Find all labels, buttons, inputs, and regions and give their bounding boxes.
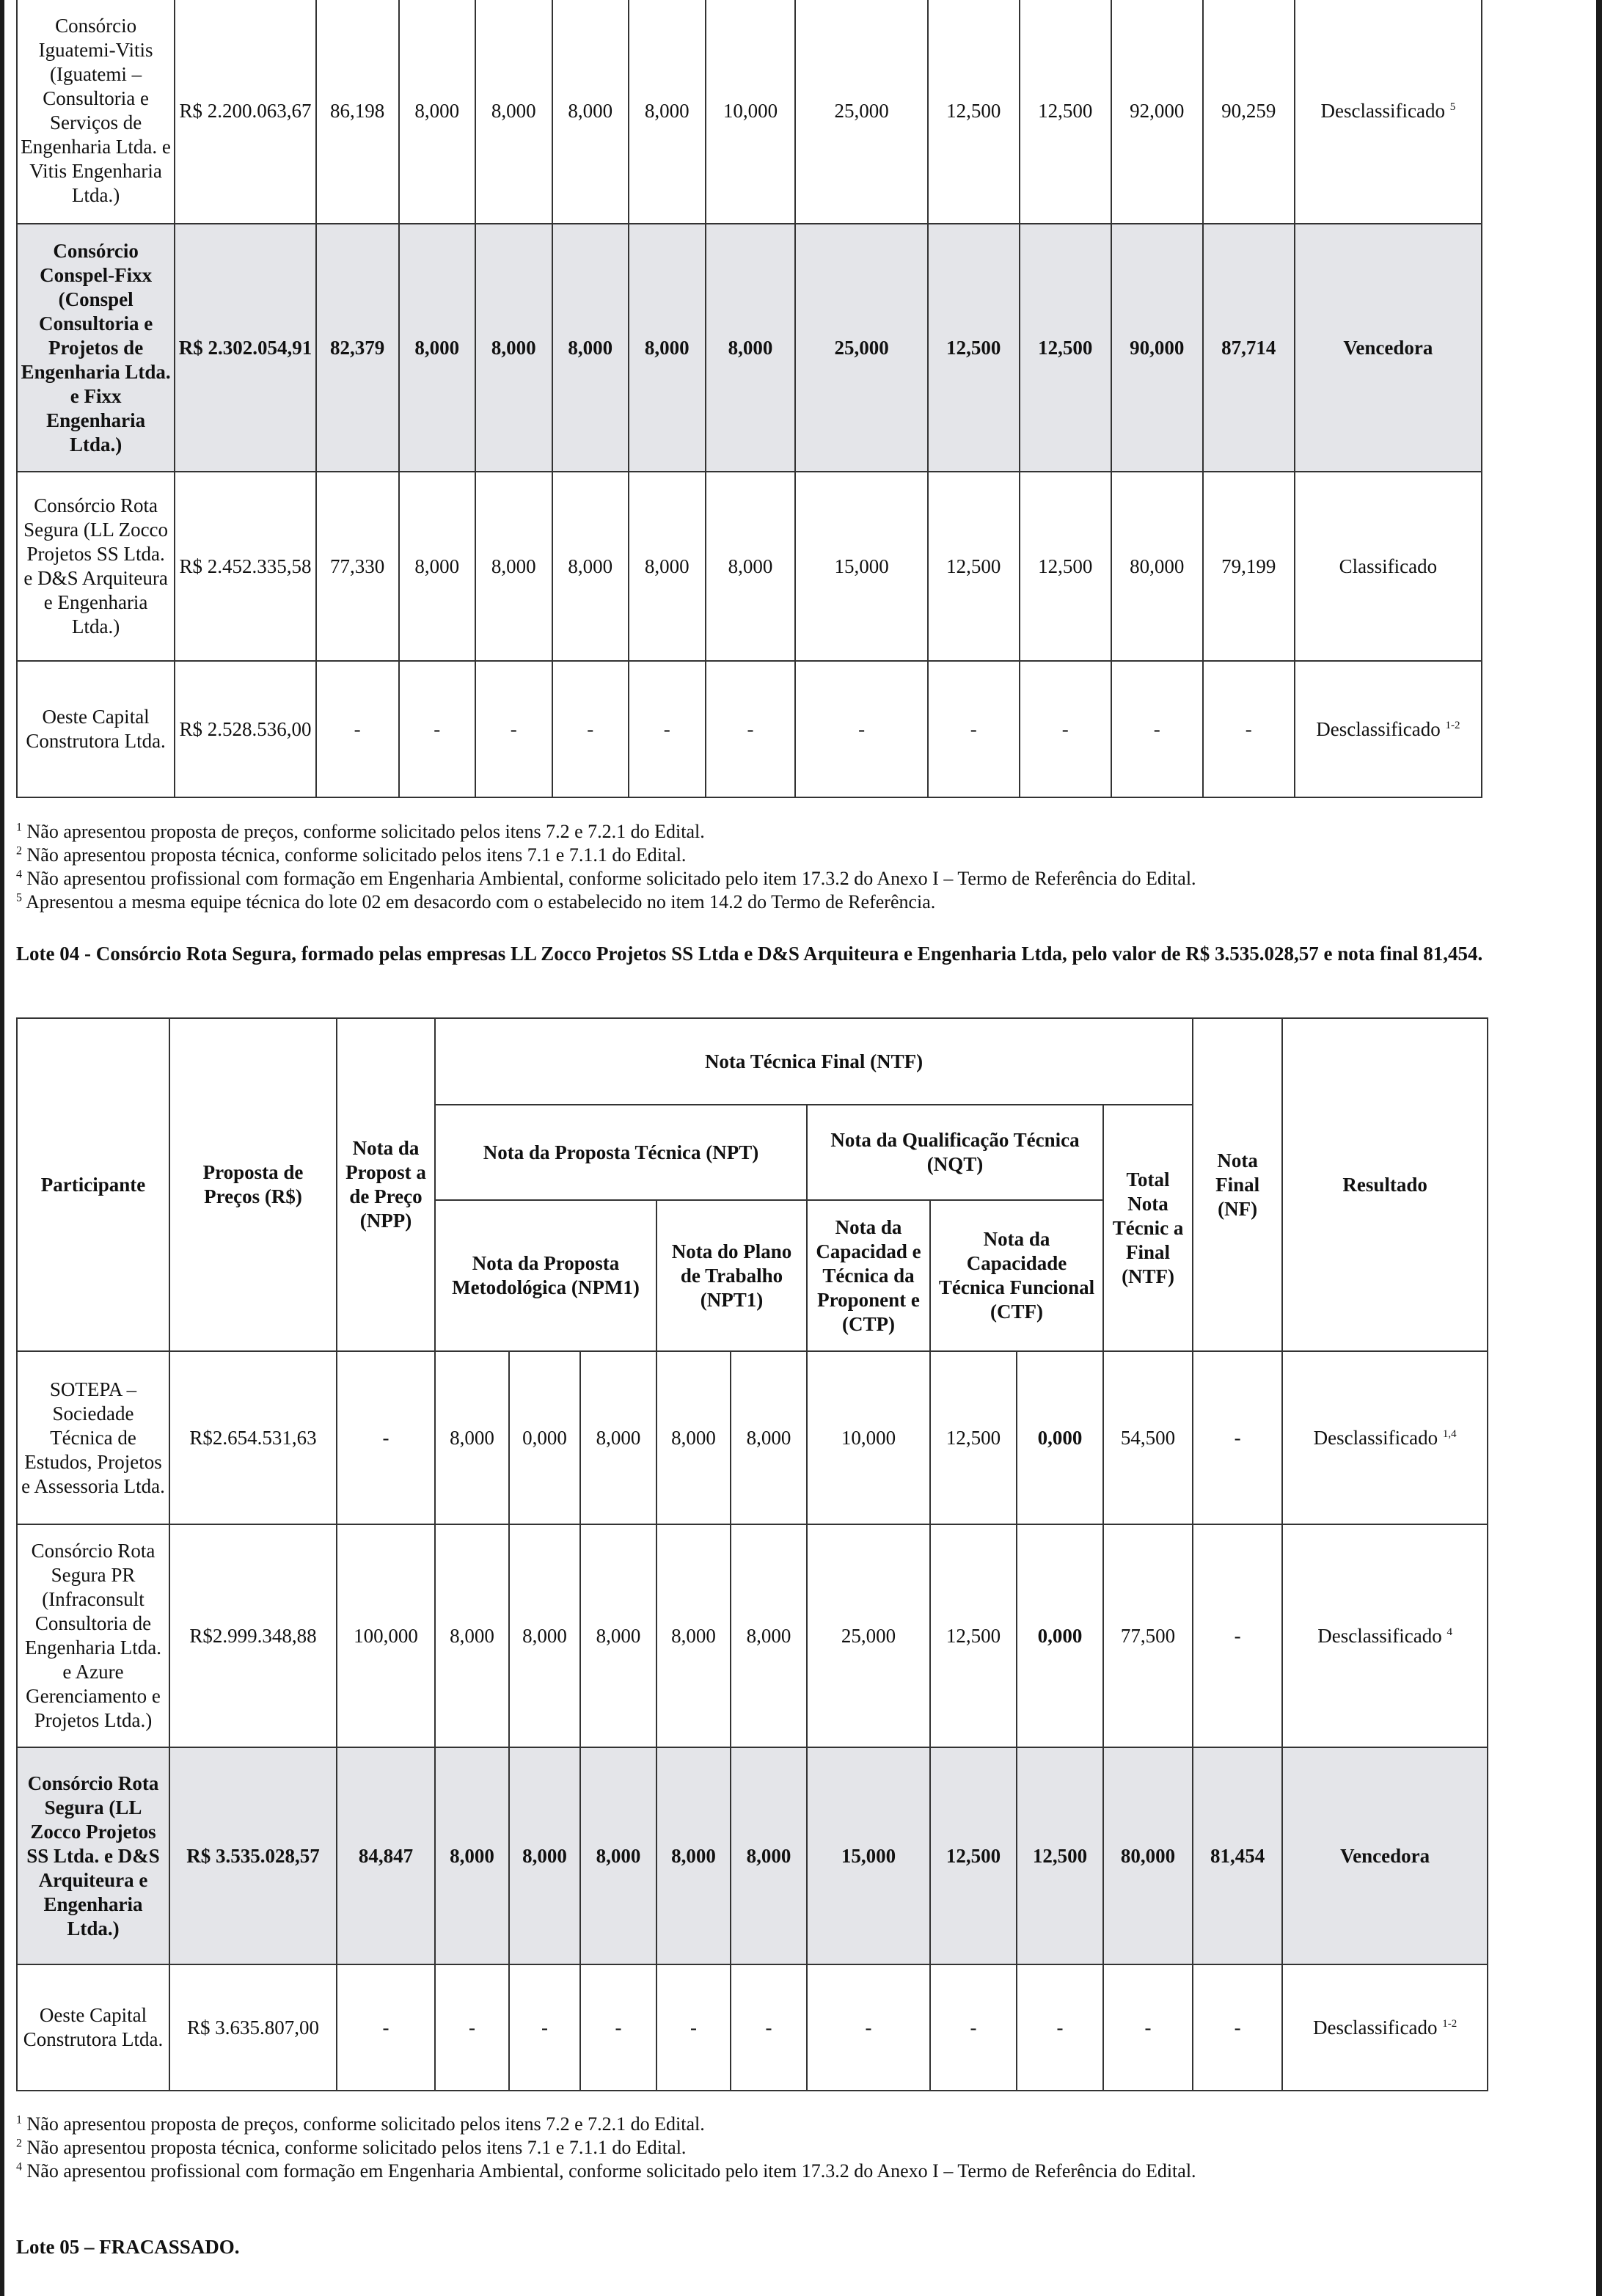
score-cell: -	[1103, 1964, 1193, 2091]
footnote-text: Não apresentou proposta técnica, conforme solicitado pelos itens 7.1 e 7.1.1 do Edital.	[26, 2137, 687, 2158]
score-cell: 12,500	[930, 1524, 1017, 1747]
score-cell: 8,000	[552, 0, 629, 224]
table-row	[17, 0, 1482, 224]
score-cell: 8,000	[731, 1524, 807, 1747]
score-cell: 8,000	[656, 1351, 731, 1524]
score-cell: 79,199	[1203, 472, 1295, 661]
footnote-text: Não apresentou profissional com formação em Engenharia Ambiental, conforme solicitado pelo item 17.3.2 do Anexo I – Termo de Referência do Edital.	[26, 2160, 1196, 2182]
nf-cell: 81,454	[1193, 1747, 1282, 1964]
footnote	[16, 2160, 1196, 2183]
score-cell: 80,000	[1111, 472, 1203, 661]
table-row	[17, 1351, 1488, 1524]
npp-cell: -	[337, 1351, 435, 1524]
score-cell: 8,000	[475, 0, 552, 224]
score-cell: 8,000	[731, 1351, 807, 1524]
participant-cell: Consórcio Rota Segura PR (Infraconsult Consultoria de Engenharia Ltda. e Azure Gerenciamento e Projetos Ltda.)	[17, 1524, 169, 1747]
score-cell: 12,500	[928, 472, 1020, 661]
score-cell: -	[552, 661, 629, 797]
score-cell: -	[580, 1964, 656, 2091]
footnote-text: Apresentou a mesma equipe técnica do lote 02 em desacordo com o estabelecido no item 14.2 do Termo de Referência.	[26, 891, 936, 913]
nf-cell: -	[1193, 1351, 1282, 1524]
footnote-ref: 1-2	[1445, 719, 1460, 731]
score-cell: 12,500	[928, 0, 1020, 224]
score-cell: -	[1020, 661, 1111, 797]
score-cell: 80,000	[1103, 1747, 1193, 1964]
result-cell	[1295, 0, 1482, 224]
table-row	[17, 661, 1482, 797]
col-header-npm1: Nota da Proposta Metodológica (NPM1)	[435, 1200, 656, 1351]
col-header-npt-group: Nota da Proposta Técnica (NPT)	[435, 1105, 807, 1200]
score-cell: 12,500	[1017, 1747, 1103, 1964]
result-text: Desclassificado	[1317, 1624, 1442, 1647]
score-cell: 8,000	[399, 472, 476, 661]
score-cell: 8,000	[731, 1747, 807, 1964]
score-cell: -	[629, 661, 706, 797]
participant-cell: Consórcio Conspel-Fixx (Conspel Consultoria e Projetos de Engenharia Ltda. e Fixx Engenharia Ltda.)	[17, 224, 175, 472]
footnote-number: 5	[16, 891, 22, 904]
score-cell: -	[1017, 1964, 1103, 2091]
score-cell: -	[509, 1964, 580, 2091]
score-cell: 82,379	[316, 224, 399, 472]
right-page-border	[1596, 0, 1602, 2296]
footnote-number: 1	[16, 821, 22, 834]
score-cell: 8,000	[629, 224, 706, 472]
score-cell: 92,000	[1111, 0, 1203, 224]
score-cell: 86,198	[316, 0, 399, 224]
footnote-text: Não apresentou proposta técnica, conforme solicitado pelos itens 7.1 e 7.1.1 do Edital.	[26, 844, 687, 866]
score-cell: 0,000	[509, 1351, 580, 1524]
lote04-heading: Lote 04 - Consórcio Rota Segura, formado pelas empresas LL Zocco Projetos SS Ltda e D&S Arquiteura e Engenharia Ltda, pelo valor de R$ 3.535.028,57 e nota final 81,454.	[16, 943, 1483, 965]
result-text: Desclassificado	[1313, 1426, 1438, 1449]
col-header-resultado: Resultado	[1282, 1018, 1488, 1351]
score-cell: 8,000	[475, 224, 552, 472]
col-header-nf: Nota Final (NF)	[1193, 1018, 1282, 1351]
table-row	[17, 1524, 1488, 1747]
score-cell: 8,000	[706, 472, 796, 661]
footnote-number: 1	[16, 2113, 22, 2127]
score-cell: -	[928, 661, 1020, 797]
header-row	[17, 1018, 1488, 1105]
footnote	[16, 820, 1196, 844]
table-row-winner	[17, 224, 1482, 472]
score-cell: 15,000	[807, 1747, 930, 1964]
footnote-number: 4	[16, 868, 22, 881]
score-cell: 8,000	[580, 1747, 656, 1964]
score-cell: 12,500	[1020, 224, 1111, 472]
score-cell: 8,000	[435, 1747, 509, 1964]
score-cell: -	[706, 661, 796, 797]
score-cell: 8,000	[509, 1747, 580, 1964]
score-cell: 25,000	[795, 0, 927, 224]
col-header-ctf: Nota da Capacidade Técnica Funcional (CTF)	[930, 1200, 1103, 1351]
score-cell: 90,259	[1203, 0, 1295, 224]
footnote-ref: 4	[1446, 1626, 1452, 1638]
result-cell	[1282, 1351, 1488, 1524]
nf-cell: -	[1193, 1524, 1282, 1747]
footnote-ref: 5	[1449, 100, 1456, 113]
col-header-npt1: Nota do Plano de Trabalho (NPT1)	[656, 1200, 807, 1351]
footnote-number: 2	[16, 844, 22, 858]
score-cell: 54,500	[1103, 1351, 1193, 1524]
score-cell: 77,500	[1103, 1524, 1193, 1747]
score-cell: 12,500	[930, 1351, 1017, 1524]
participant-cell: Oeste Capital Construtora Ltda.	[17, 1964, 169, 2091]
score-cell: -	[930, 1964, 1017, 2091]
score-cell: -	[1203, 661, 1295, 797]
lote05-heading: Lote 05 – FRACASSADO.	[16, 2236, 240, 2258]
score-cell: 8,000	[629, 472, 706, 661]
table-row-winner	[17, 1747, 1488, 1964]
participant-cell: Consórcio Rota Segura (LL Zocco Projetos SS Ltda. e D&S Arquiteura e Engenharia Ltda.)	[17, 472, 175, 661]
col-header-npp: Nota da Propost a de Preço (NPP)	[337, 1018, 435, 1351]
footnote-ref: 1,4	[1442, 1427, 1457, 1440]
score-cell: 8,000	[629, 0, 706, 224]
score-cell: -	[475, 661, 552, 797]
score-cell: 87,714	[1203, 224, 1295, 472]
col-header-proposta: Proposta de Preços (R$)	[169, 1018, 337, 1351]
footnote-text: Não apresentou proposta de preços, conforme solicitado pelos itens 7.2 e 7.2.1 do Edital.	[26, 2113, 705, 2135]
price-cell: R$ 3.635.807,00	[169, 1964, 337, 2091]
col-header-ntf-group: Nota Técnica Final (NTF)	[435, 1018, 1193, 1105]
npp-cell: -	[337, 1964, 435, 2091]
score-cell: -	[316, 661, 399, 797]
score-cell: 8,000	[435, 1351, 509, 1524]
score-cell: 10,000	[706, 0, 796, 224]
score-cell: -	[731, 1964, 807, 2091]
participant-cell: Oeste Capital Construtora Ltda.	[17, 661, 175, 797]
footnote-text: Não apresentou profissional com formação em Engenharia Ambiental, conforme solicitado pelo item 17.3.2 do Anexo I – Termo de Referência do Edital.	[26, 868, 1196, 889]
score-cell: -	[656, 1964, 731, 2091]
score-cell: -	[435, 1964, 509, 2091]
score-cell: 8,000	[399, 0, 476, 224]
score-cell: -	[1111, 661, 1203, 797]
result-text: Desclassificado	[1316, 717, 1441, 740]
score-cell: 25,000	[807, 1524, 930, 1747]
lote03-results-table	[16, 0, 1482, 798]
participant-cell: SOTEPA – Sociedade Técnica de Estudos, Projetos e Assessoria Ltda.	[17, 1351, 169, 1524]
score-cell: 12,500	[928, 224, 1020, 472]
col-header-nqt-group: Nota da Qualificação Técnica (NQT)	[807, 1105, 1103, 1200]
score-cell: 10,000	[807, 1351, 930, 1524]
participant-cell: Consórcio Iguatemi-Vitis (Iguatemi – Consultoria e Serviços de Engenharia Ltda. e Vitis Engenharia Ltda.)	[17, 0, 175, 224]
lote04-results-table	[16, 1017, 1488, 2091]
price-cell: R$ 2.528.536,00	[175, 661, 316, 797]
footnote-ref: 1-2	[1442, 2017, 1457, 2030]
result-cell	[1282, 1964, 1488, 2091]
score-cell: 77,330	[316, 472, 399, 661]
score-cell: 8,000	[509, 1524, 580, 1747]
result-cell: Vencedora	[1295, 224, 1482, 472]
score-cell: 8,000	[435, 1524, 509, 1747]
score-cell: 0,000	[1017, 1351, 1103, 1524]
footnote-number: 2	[16, 2137, 22, 2150]
score-cell: 8,000	[552, 472, 629, 661]
footnotes-lote04	[16, 2113, 1196, 2183]
score-cell: 12,500	[930, 1747, 1017, 1964]
price-cell: R$2.999.348,88	[169, 1524, 337, 1747]
price-cell: R$ 3.535.028,57	[169, 1747, 337, 1964]
col-header-participante: Participante	[17, 1018, 169, 1351]
result-cell: Classificado	[1295, 472, 1482, 661]
score-cell: 12,500	[1020, 0, 1111, 224]
result-text: Desclassificado	[1320, 99, 1445, 122]
col-header-total-ntf: Total Nota Técnic a Final (NTF)	[1103, 1105, 1193, 1351]
footnote	[16, 891, 1196, 914]
result-cell	[1295, 661, 1482, 797]
footnote	[16, 867, 1196, 891]
table-row	[17, 472, 1482, 661]
score-cell: 8,000	[399, 224, 476, 472]
npp-cell: 84,847	[337, 1747, 435, 1964]
score-cell: 0,000	[1017, 1524, 1103, 1747]
footnotes-lote03	[16, 820, 1196, 914]
npp-cell: 100,000	[337, 1524, 435, 1747]
footnote	[16, 2113, 1196, 2136]
score-cell: 12,500	[1020, 472, 1111, 661]
score-cell: 8,000	[656, 1747, 731, 1964]
score-cell: -	[795, 661, 927, 797]
score-cell: 25,000	[795, 224, 927, 472]
result-cell: Vencedora	[1282, 1747, 1488, 1964]
nf-cell: -	[1193, 1964, 1282, 2091]
score-cell: 90,000	[1111, 224, 1203, 472]
score-cell: 8,000	[656, 1524, 731, 1747]
footnote-text: Não apresentou proposta de preços, conforme solicitado pelos itens 7.2 e 7.2.1 do Edital.	[26, 821, 705, 842]
score-cell: 8,000	[706, 224, 796, 472]
score-cell: 8,000	[475, 472, 552, 661]
footnote	[16, 2136, 1196, 2160]
price-cell: R$ 2.200.063,67	[175, 0, 316, 224]
footnote-number: 4	[16, 2160, 22, 2173]
price-cell: R$ 2.452.335,58	[175, 472, 316, 661]
footnote	[16, 844, 1196, 867]
result-cell	[1282, 1524, 1488, 1747]
participant-cell: Consórcio Rota Segura (LL Zocco Projetos SS Ltda. e D&S Arquiteura e Engenharia Ltda.)	[17, 1747, 169, 1964]
score-cell: -	[807, 1964, 930, 2091]
col-header-ctp: Nota da Capacidad e Técnica da Proponent e (CTP)	[807, 1200, 930, 1351]
score-cell: 15,000	[795, 472, 927, 661]
price-cell: R$ 2.302.054,91	[175, 224, 316, 472]
left-page-border	[0, 0, 4, 2296]
score-cell: 8,000	[552, 224, 629, 472]
table-row	[17, 1964, 1488, 2091]
score-cell: 8,000	[580, 1524, 656, 1747]
score-cell: 8,000	[580, 1351, 656, 1524]
price-cell: R$2.654.531,63	[169, 1351, 337, 1524]
score-cell: -	[399, 661, 476, 797]
result-text: Desclassificado	[1313, 2016, 1438, 2039]
